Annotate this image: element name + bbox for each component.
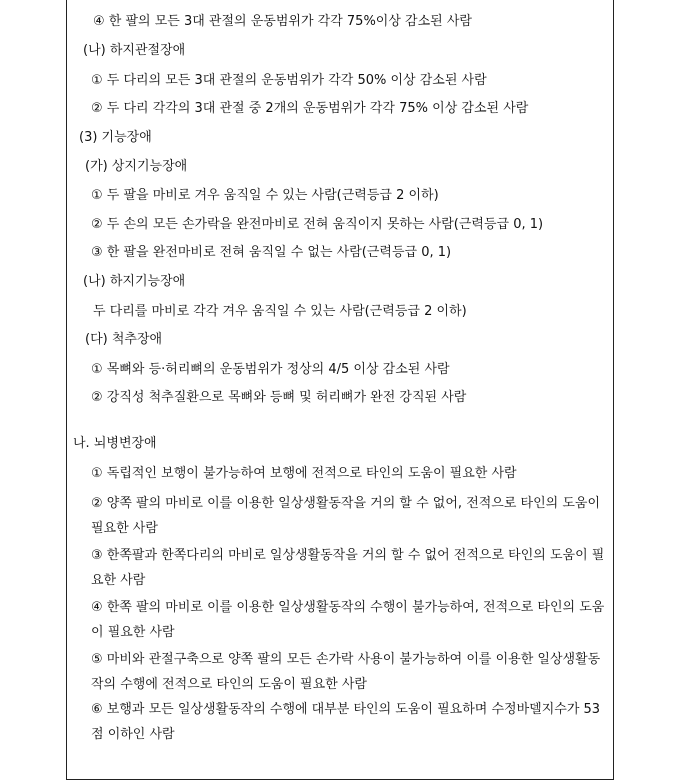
- text-line: 두 다리를 마비로 각각 겨우 움직일 수 있는 사람(근력등급 2 이하): [93, 304, 467, 319]
- section-heading: (다) 척추장애: [85, 332, 163, 347]
- section-heading: (3) 기능장애: [79, 130, 152, 145]
- text-line: ③ 한쪽팔과 한쪽다리의 마비로 일상생활동작을 거의 할 수 없어 전적으로 타인의 도움이 필요한 사람: [91, 548, 605, 588]
- text-line: ③ 한 팔을 완전마비로 전혀 움직일 수 없는 사람(근력등급 0, 1): [91, 245, 452, 260]
- text-line: ② 두 손의 모든 손가락을 완전마비로 전혀 움직이지 못하는 사람(근력등급 0, 1): [91, 217, 544, 232]
- section-heading: 나. 뇌병변장애: [73, 436, 157, 451]
- text-line: ④ 한 팔의 모든 3대 관절의 운동범위가 각각 75%이상 감소된 사람: [93, 14, 472, 29]
- section-heading: (나) 하지관절장애: [83, 43, 186, 58]
- section-heading: (가) 상지기능장애: [85, 159, 188, 174]
- text-line: ② 강직성 척추질환으로 목뼈와 등뼈 및 허리뼈가 완전 강직된 사람: [91, 390, 467, 405]
- text-line: ① 두 팔을 마비로 겨우 움직일 수 있는 사람(근력등급 2 이하): [91, 188, 439, 203]
- text-line: ① 두 다리의 모든 3대 관절의 운동범위가 각각 50% 이상 감소된 사람: [91, 73, 487, 88]
- text-line: ④ 한쪽 팔의 마비로 이를 이용한 일상생활동작의 수행이 불가능하여, 전적으로 타인의 도움이 필요한 사람: [91, 600, 605, 640]
- text-line: ⑥ 보행과 모든 일상생활동작의 수행에 대부분 타인의 도움이 필요하며 수정바델지수가 53점 이하인 사람: [91, 702, 601, 742]
- text-line: ① 목뼈와 등·허리뼈의 운동범위가 정상의 4/5 이상 감소된 사람: [91, 362, 450, 377]
- text-line: ① 독립적인 보행이 불가능하여 보행에 전적으로 타인의 도움이 필요한 사람: [91, 466, 517, 481]
- text-line: ⑤ 마비와 관절구축으로 양쪽 팔의 모든 손가락 사용이 불가능하여 이를 이용한 일상생활동작의 수행에 전적으로 타인의 도움이 필요한 사람: [91, 652, 601, 692]
- text-line: ② 양쪽 팔의 마비로 이를 이용한 일상생활동작을 거의 할 수 없어, 전적으로 타인의 도움이 필요한 사람: [91, 496, 601, 536]
- text-line: ② 두 다리 각각의 3대 관절 중 2개의 운동범위가 각각 75% 이상 감소된 사람: [91, 101, 529, 116]
- document-frame: [66, 0, 614, 780]
- section-heading: (나) 하지기능장애: [83, 274, 186, 289]
